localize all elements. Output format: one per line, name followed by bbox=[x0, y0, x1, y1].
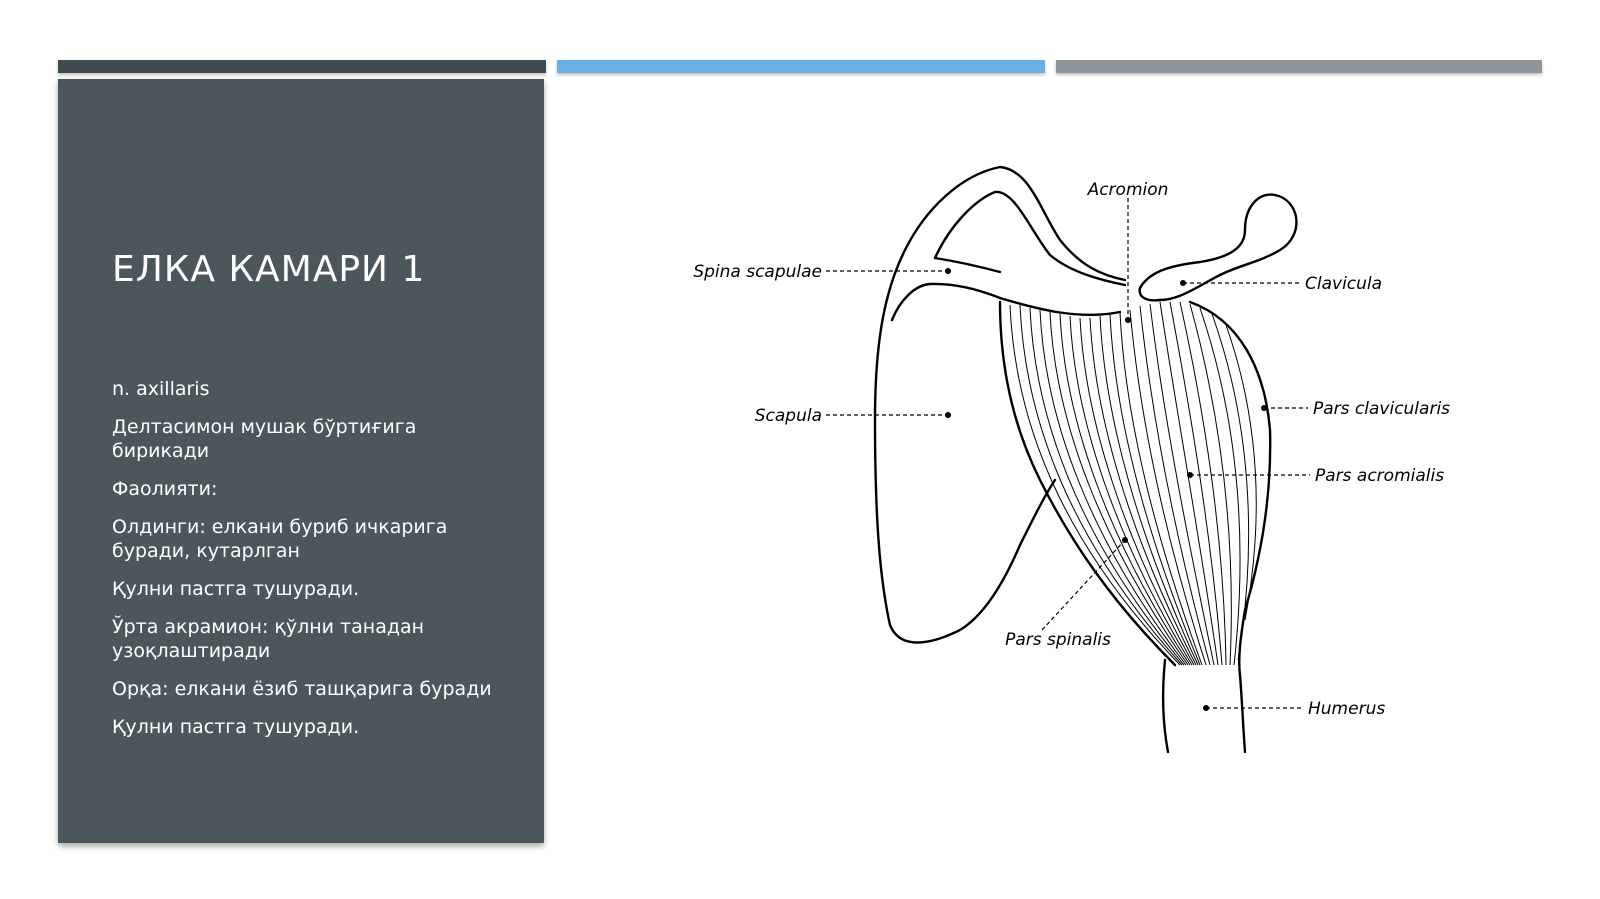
top-bar-grey bbox=[1056, 60, 1542, 73]
slide-title: ЕЛКА КАМАРИ 1 bbox=[112, 249, 426, 290]
top-bar-dark bbox=[58, 60, 546, 73]
muscle-fibers bbox=[1010, 302, 1256, 665]
list-item: n. axillaris bbox=[112, 378, 210, 400]
text-panel bbox=[58, 79, 544, 843]
anatomy-outline bbox=[875, 167, 1296, 752]
label-pars-spinalis: Pars spinalis bbox=[1005, 630, 1111, 650]
list-item: Олдинги: елкани буриб ичкарига буради, кутарлган bbox=[112, 516, 448, 562]
list-item: Орқа: елкани ёзиб ташқарига буради bbox=[112, 678, 492, 700]
label-scapula: Scapula bbox=[754, 406, 822, 426]
label-pars-clavicularis: Pars clavicularis bbox=[1313, 399, 1451, 419]
label-pars-acromialis: Pars acromialis bbox=[1315, 466, 1445, 486]
list-item: Фаолияти: bbox=[112, 478, 218, 500]
list-item: Қулни пастга тушуради. bbox=[112, 578, 360, 600]
shoulder-anatomy-diagram bbox=[680, 150, 1480, 760]
top-bar-blue bbox=[557, 60, 1045, 73]
label-spina-scapulae: Spina scapulae bbox=[693, 262, 822, 282]
label-acromion: Acromion bbox=[1087, 180, 1169, 200]
list-item: Қулни пастга тушуради. bbox=[112, 716, 360, 738]
label-humerus: Humerus bbox=[1308, 699, 1386, 719]
list-item: Делтасимон мушак бўртиғига бирикади bbox=[112, 416, 417, 462]
label-clavicula: Clavicula bbox=[1305, 274, 1383, 294]
bullet-list bbox=[112, 377, 512, 753]
list-item: Ўрта акрамион: қўлни танадан узоқлаштиради bbox=[112, 616, 425, 662]
